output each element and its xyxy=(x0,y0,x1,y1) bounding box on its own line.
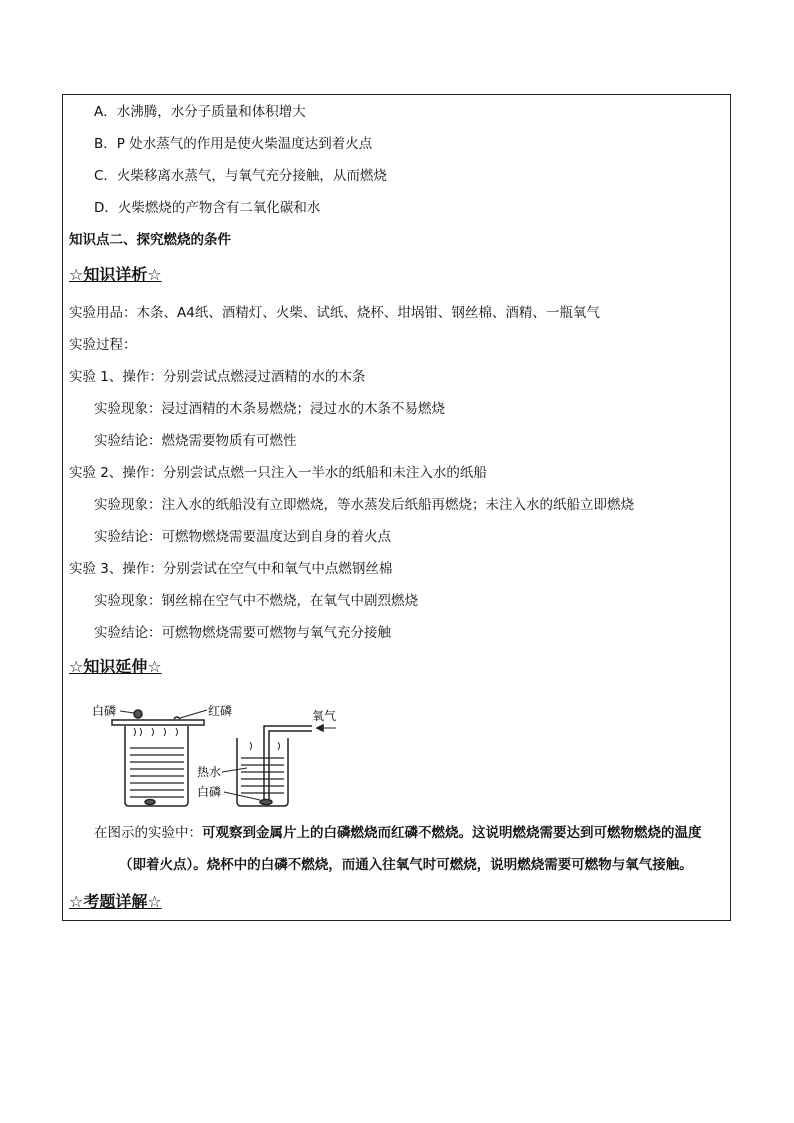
exp3-conclusion: 实验结论：可燃物燃烧需要可燃物与氧气充分接触 xyxy=(94,625,391,641)
left-beaker xyxy=(125,726,188,806)
label-white-phosphorus-top: 白磷 xyxy=(92,704,117,718)
label-oxygen: 氧气 xyxy=(312,709,337,723)
exp1-phenomenon: 实验现象：浸过酒精的木条易燃烧；浸过水的木条不易燃烧 xyxy=(94,401,445,417)
option-b: B．P 处水蒸气的作用是使火柴温度达到着火点 xyxy=(94,136,373,152)
explanation-bold-1: 可观察到金属片上的白磷燃烧而红磷不燃烧。这说明燃烧需要达到可燃物燃烧的温度 xyxy=(202,825,702,841)
exp3-operation: 实验 3、操作：分别尝试在空气中和氧气中点燃钢丝棉 xyxy=(69,561,393,577)
label-white-phosphorus-bottom: 白磷 xyxy=(197,785,222,799)
explanation-line1 xyxy=(94,824,702,842)
process-label: 实验过程： xyxy=(69,337,137,353)
materials-text: 实验用品：木条、A4纸、酒精灯、火柴、试纸、烧杯、坩埚钳、钢丝棉、酒精、一瓶氧气 xyxy=(69,305,600,321)
exp1-operation: 实验 1、操作：分别尝试点燃浸过酒精的水的木条 xyxy=(69,369,366,385)
option-c: C．火柴移离水蒸气，与氧气充分接触，从而燃烧 xyxy=(94,168,387,184)
red-phosphorus-shape xyxy=(174,717,180,719)
extension-heading: ☆知识延伸☆ xyxy=(69,657,162,676)
exp2-conclusion: 实验结论：可燃物燃烧需要温度达到自身的着火点 xyxy=(94,529,391,545)
explanation-prefix: 在图示的实验中： xyxy=(94,825,202,841)
white-phosphorus-top-shape xyxy=(134,710,142,718)
exp2-phenomenon: 实验现象：注入水的纸船没有立即燃烧，等水蒸发后纸船再燃烧；未注入水的纸船立即燃烧 xyxy=(94,497,634,513)
exp3-phenomenon: 实验现象：钢丝棉在空气中不燃烧，在氧气中剧烈燃烧 xyxy=(94,593,418,609)
metal-plate xyxy=(112,720,204,725)
exp1-conclusion: 实验结论：燃烧需要物质有可燃性 xyxy=(94,433,297,449)
knowledge-analysis-heading: ☆知识详析☆ xyxy=(69,265,162,284)
exam-heading: ☆考题详解☆ xyxy=(69,892,162,911)
label-hot-water: 热水 xyxy=(197,765,222,779)
combustion-experiment-figure xyxy=(92,700,352,812)
label-red-phosphorus: 红磷 xyxy=(208,704,233,718)
explanation-line2: （即着火点）。烧杯中的白磷不燃烧，而通入往氧气时可燃烧，说明燃烧需要可燃物与氧气接触。 xyxy=(119,857,693,873)
option-d: D．火柴燃烧的产物含有二氧化碳和水 xyxy=(94,200,321,216)
section-title: 知识点二、探究燃烧的条件 xyxy=(69,232,231,248)
option-a: A．水沸腾，水分子质量和体积增大 xyxy=(94,104,306,120)
exp2-operation: 实验 2、操作：分别尝试点燃一只注入一半水的纸船和未注入水的纸船 xyxy=(69,465,487,481)
